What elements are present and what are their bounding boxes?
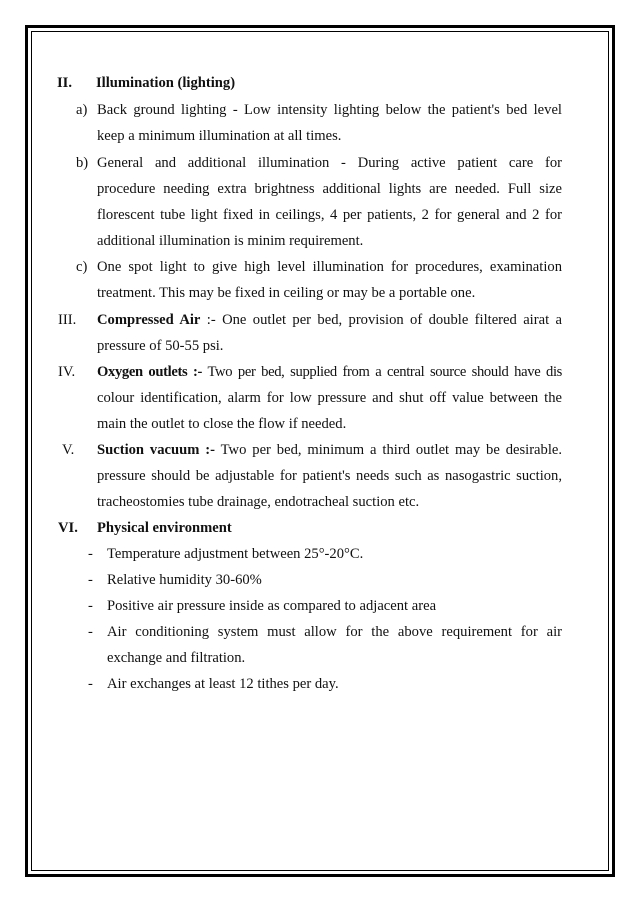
paragraph-line: treatment. This may be fixed in ceiling or may be a portable one. xyxy=(97,285,476,301)
bullet-dash: - xyxy=(88,624,93,640)
section-title: Physical environment xyxy=(97,520,232,536)
section-number: V. xyxy=(62,442,75,458)
paragraph-line: colour identification, alarm for low pressure and shut off value between the xyxy=(97,390,562,406)
bullet-text: Positive air pressure inside as compared to adjacent area xyxy=(107,598,437,614)
term: Compressed Air xyxy=(97,312,201,328)
term: Suction vacuum :- xyxy=(97,442,216,458)
bullet-text: Relative humidity 30-60% xyxy=(107,572,262,588)
section-number: III. xyxy=(58,312,77,328)
paragraph-line xyxy=(97,442,562,460)
term-description: Two per bed, supplied from a central source should have dis xyxy=(202,364,562,380)
paragraph-line: tracheostomies tube drainage, endotracheal suction etc. xyxy=(97,494,420,510)
paragraph-line: pressure should be adjustable for patient's needs such as nasogastric suction, xyxy=(97,468,562,484)
term-description: :- One outlet per bed, provision of double filtered airat a xyxy=(206,312,562,328)
term: Oxygen outlets :- xyxy=(97,364,203,380)
bullet-text: Temperature adjustment between 25°-20°C. xyxy=(107,546,364,562)
item-label: a) xyxy=(76,102,88,118)
bullet-dash: - xyxy=(88,676,93,692)
bullet-dash: - xyxy=(88,572,93,588)
bullet-text: exchange and filtration. xyxy=(107,650,246,666)
paragraph-line: pressure of 50-55 psi. xyxy=(97,338,224,354)
bullet-dash: - xyxy=(88,598,93,614)
paragraph-line: Back ground lighting - Low intensity lighting below the patient's bed level xyxy=(97,102,562,118)
item-label: c) xyxy=(76,259,88,275)
paragraph-line: additional illumination is minim requirement. xyxy=(97,233,364,249)
section-number: IV. xyxy=(58,364,76,380)
section-title: Illumination (lighting) xyxy=(96,75,236,91)
term-description: Two per bed, minimum a third outlet may be desirable. xyxy=(215,442,562,458)
section-number: II. xyxy=(57,75,73,91)
section-number: VI. xyxy=(58,520,78,536)
paragraph-line: florescent tube light fixed in ceilings, 4 per patients, 2 for general and 2 for xyxy=(97,207,562,223)
paragraph-line: General and additional illumination - During active patient care for xyxy=(97,155,562,171)
paragraph-line: One spot light to give high level illumination for procedures, examination xyxy=(97,259,562,275)
bullet-text: Air exchanges at least 12 tithes per day. xyxy=(107,676,339,692)
bullet-dash: - xyxy=(88,546,93,562)
paragraph-line xyxy=(97,312,562,330)
paragraph-line: main the outlet to close the flow if needed. xyxy=(97,416,347,432)
bullet-text: Air conditioning system must allow for the above requirement for air xyxy=(107,624,562,640)
paragraph-line: keep a minimum illumination at all times. xyxy=(97,128,342,144)
item-label: b) xyxy=(76,155,89,171)
paragraph-line: procedure needing extra brightness additional lights are needed. Full size xyxy=(97,181,562,197)
paragraph-line xyxy=(97,364,562,382)
